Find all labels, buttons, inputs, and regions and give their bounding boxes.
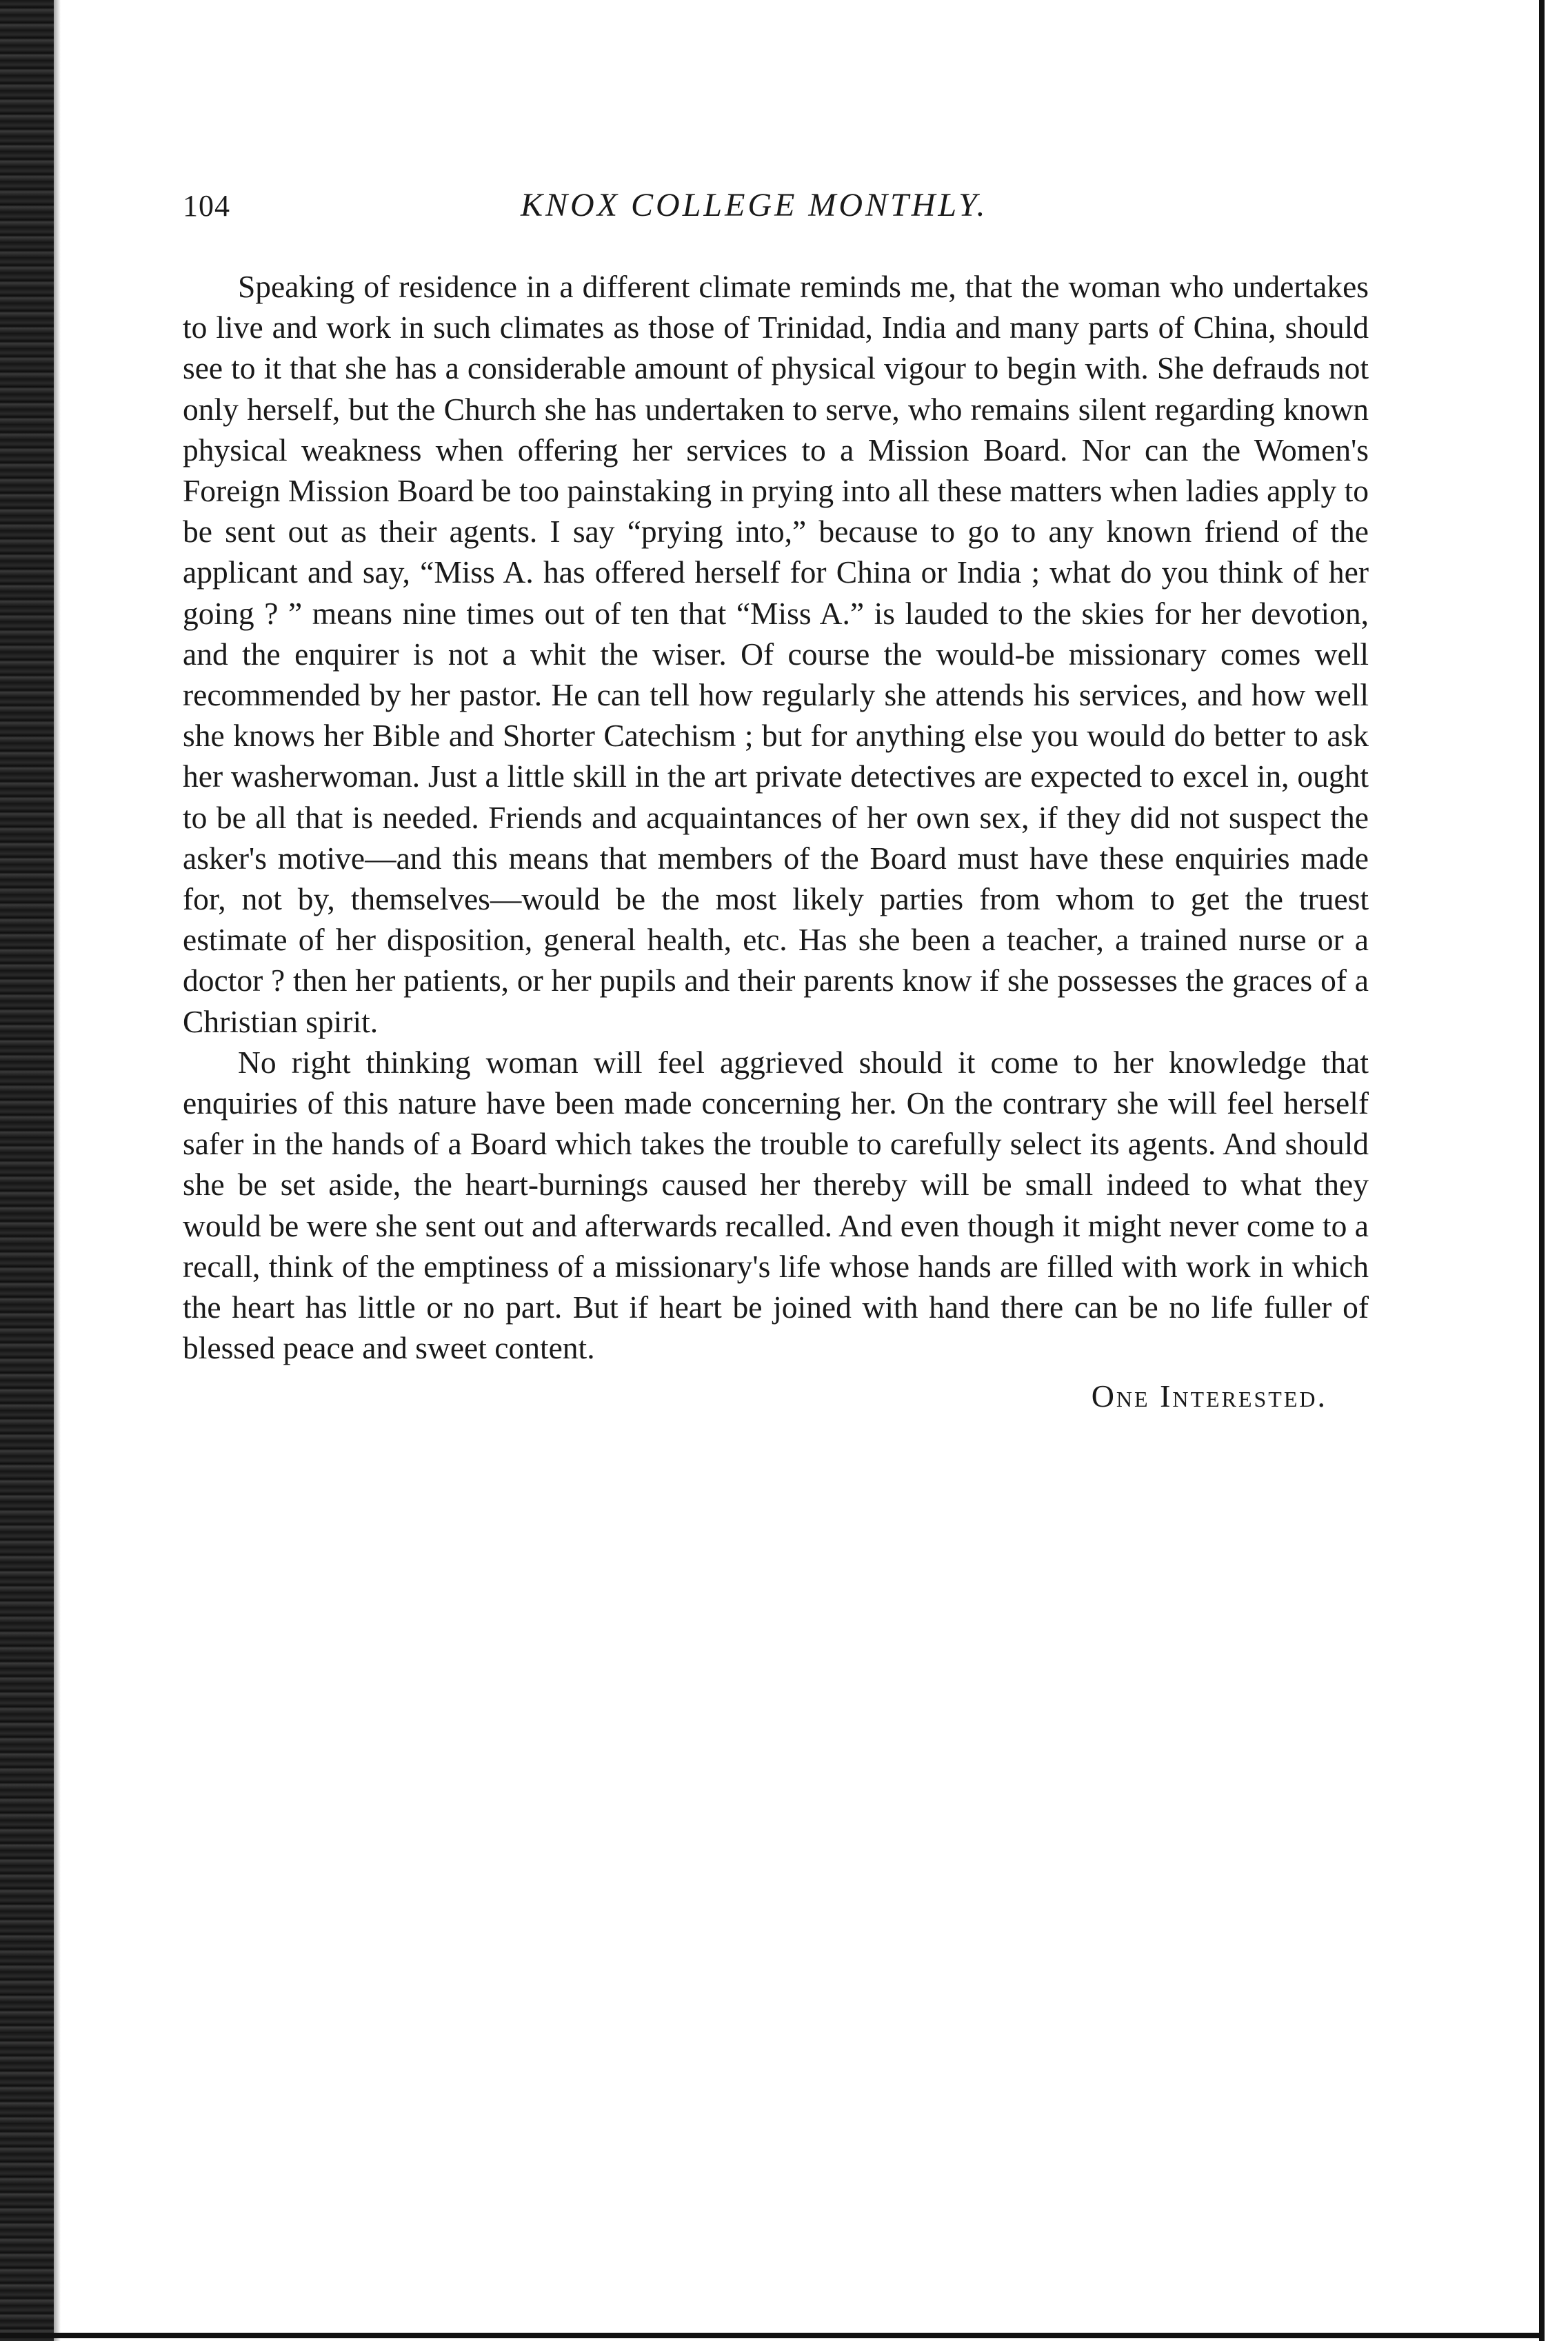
paragraph-2: No right thinking woman will feel aggrieved should it come to her knowledge that enquiries of this nature have been made concerning her. On the contrary she will feel herself safer in the hands of a Board which takes the trouble to carefully select its agents. And should she be set aside, the heart-burnings caused her thereby will be small indeed to what they would be were she sent out and afterwards recalled. And even though it might never come to a recall, think of the emptiness of a missionary's life whose hands are filled with work in which the heart has little or no part. But if heart be joined with hand there can be no life fuller of blessed peace and sweet content.: [183, 1044, 1369, 1366]
scan-border-right: [1539, 0, 1545, 2341]
page-number: 104: [183, 189, 230, 223]
article-body: [183, 266, 1369, 1368]
scan-shadow-left: [0, 0, 54, 2341]
journal-title: KNOX COLLEGE MONTHLY.: [521, 187, 988, 223]
signature: One Interested.: [1091, 1378, 1327, 1414]
paragraph-1: Speaking of residence in a different climate reminds me, that the woman who undertakes to live and work in such climates as those of Trinidad, India and many parts of China, should see to it that she has a considerable amount of physical vigour to begin with. She defrauds not only herself, but the Church she has undertaken to serve, who remains silent regarding known physical weakness when offering her services to a Mission Board. Nor can the Women's Foreign Mission Board be too painstaking in prying into all these matters when ladies apply to be sent out as their agents. I say “prying into,” because to go to any known friend of the applicant and say, “Miss A. has offered herself for China or India ; what do you think of her going ? ” means nine times out of ten that “Miss A.” is lauded to the skies for her devotion, and the enquirer is not a whit the wiser. Of course the would-be missionary comes well recommended by her pastor. He can tell how regularly she attends his services, and how well she knows her Bible and Shorter Catechism ; but for anything else you would do better to ask her washerwoman. Just a little skill in the art private detectives are expected to excel in, ought to be all that is needed. Friends and acquaintances of her own sex, if they did not suspect the asker's motive—and this means that members of the Board must have these enquiries made for, not by, themselves—would be the most likely parties from whom to get the truest estimate of her disposition, general health, etc. Has she been a teacher, a trained nurse or a doctor ? then her patients, or her pupils and their parents know if she possesses the graces of a Christian spirit.: [183, 269, 1369, 1039]
running-head: [183, 186, 1369, 241]
scan-border-bottom: [0, 2333, 1545, 2338]
page: [183, 186, 1369, 1414]
